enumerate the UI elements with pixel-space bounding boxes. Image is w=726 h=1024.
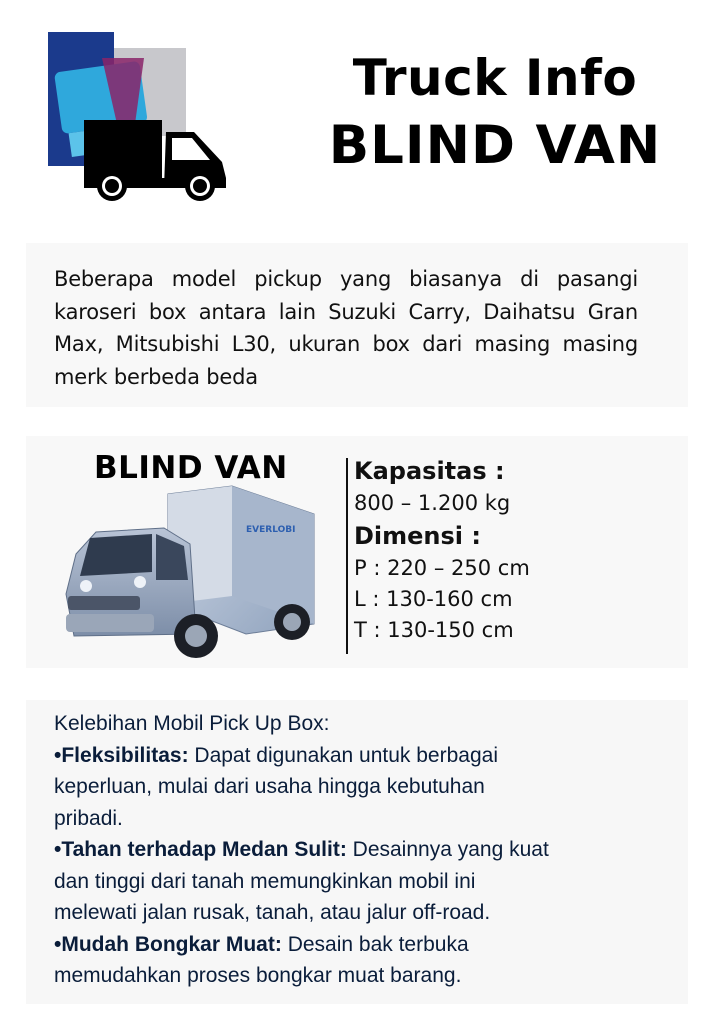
benefit-text: memudahkan proses bongkar muat barang. <box>54 964 462 987</box>
capacity-value: 800 – 1.200 kg <box>354 491 511 515</box>
dimension-length: P : 220 – 250 cm <box>354 556 530 580</box>
spec-title: BLIND VAN <box>94 450 288 486</box>
spec-divider <box>346 458 348 654</box>
benefit-text: dan tinggi dari tanah memungkinkan mobil ini <box>54 869 476 893</box>
benefit-text: Desainnya yang kuat <box>346 838 549 861</box>
benefit-text: melewati jalan rusak, tanah, atau jalur off-road. <box>54 901 491 924</box>
title-line-1: Truck Info <box>352 49 638 107</box>
benefit-item-terrain <box>54 834 658 866</box>
title-line-2: BLIND VAN <box>328 115 662 176</box>
benefit-text: pribadi. <box>54 806 123 830</box>
van-brand-text: EVERLOBI <box>246 525 296 535</box>
dimension-width: L : 130-160 cm <box>354 587 513 611</box>
benefit-title: Mudah Bongkar Muat: <box>61 932 282 956</box>
benefit-text: Dapat digunakan untuk berbagai <box>188 743 498 767</box>
benefits-panel <box>26 700 688 1004</box>
dimension-label: Dimensi : <box>354 522 481 550</box>
truck-logo-icon <box>44 28 230 204</box>
blind-van-image <box>56 484 318 664</box>
intro-text: Beberapa model pickup yang biasanya di pasangi karoseri box antara lain Suzuki Carry, Daihatsu Gran Max, Mitsubishi L30, ukuran box dari masing masing merk berbeda beda <box>54 267 638 389</box>
spec-panel <box>26 436 688 668</box>
spec-details <box>354 454 530 646</box>
benefit-item-flexibility <box>54 740 658 772</box>
benefit-text: Desain bak terbuka <box>281 932 469 956</box>
bullet: • <box>54 838 62 861</box>
benefit-item-loading <box>54 929 658 961</box>
page-title <box>300 45 690 181</box>
dimension-height: T : 130-150 cm <box>354 618 514 642</box>
benefit-text: keperluan, mulai dari usaha hingga kebutuhan <box>54 775 485 798</box>
bullet: • <box>54 932 62 956</box>
benefits-intro: Kelebihan Mobil Pick Up Box: <box>54 712 330 735</box>
benefit-title: Fleksibilitas: <box>61 743 189 767</box>
intro-panel <box>26 243 688 407</box>
benefit-title: Tahan terhadap Medan Sulit: <box>61 838 347 861</box>
capacity-label: Kapasitas : <box>354 457 505 485</box>
bullet: • <box>54 743 62 767</box>
